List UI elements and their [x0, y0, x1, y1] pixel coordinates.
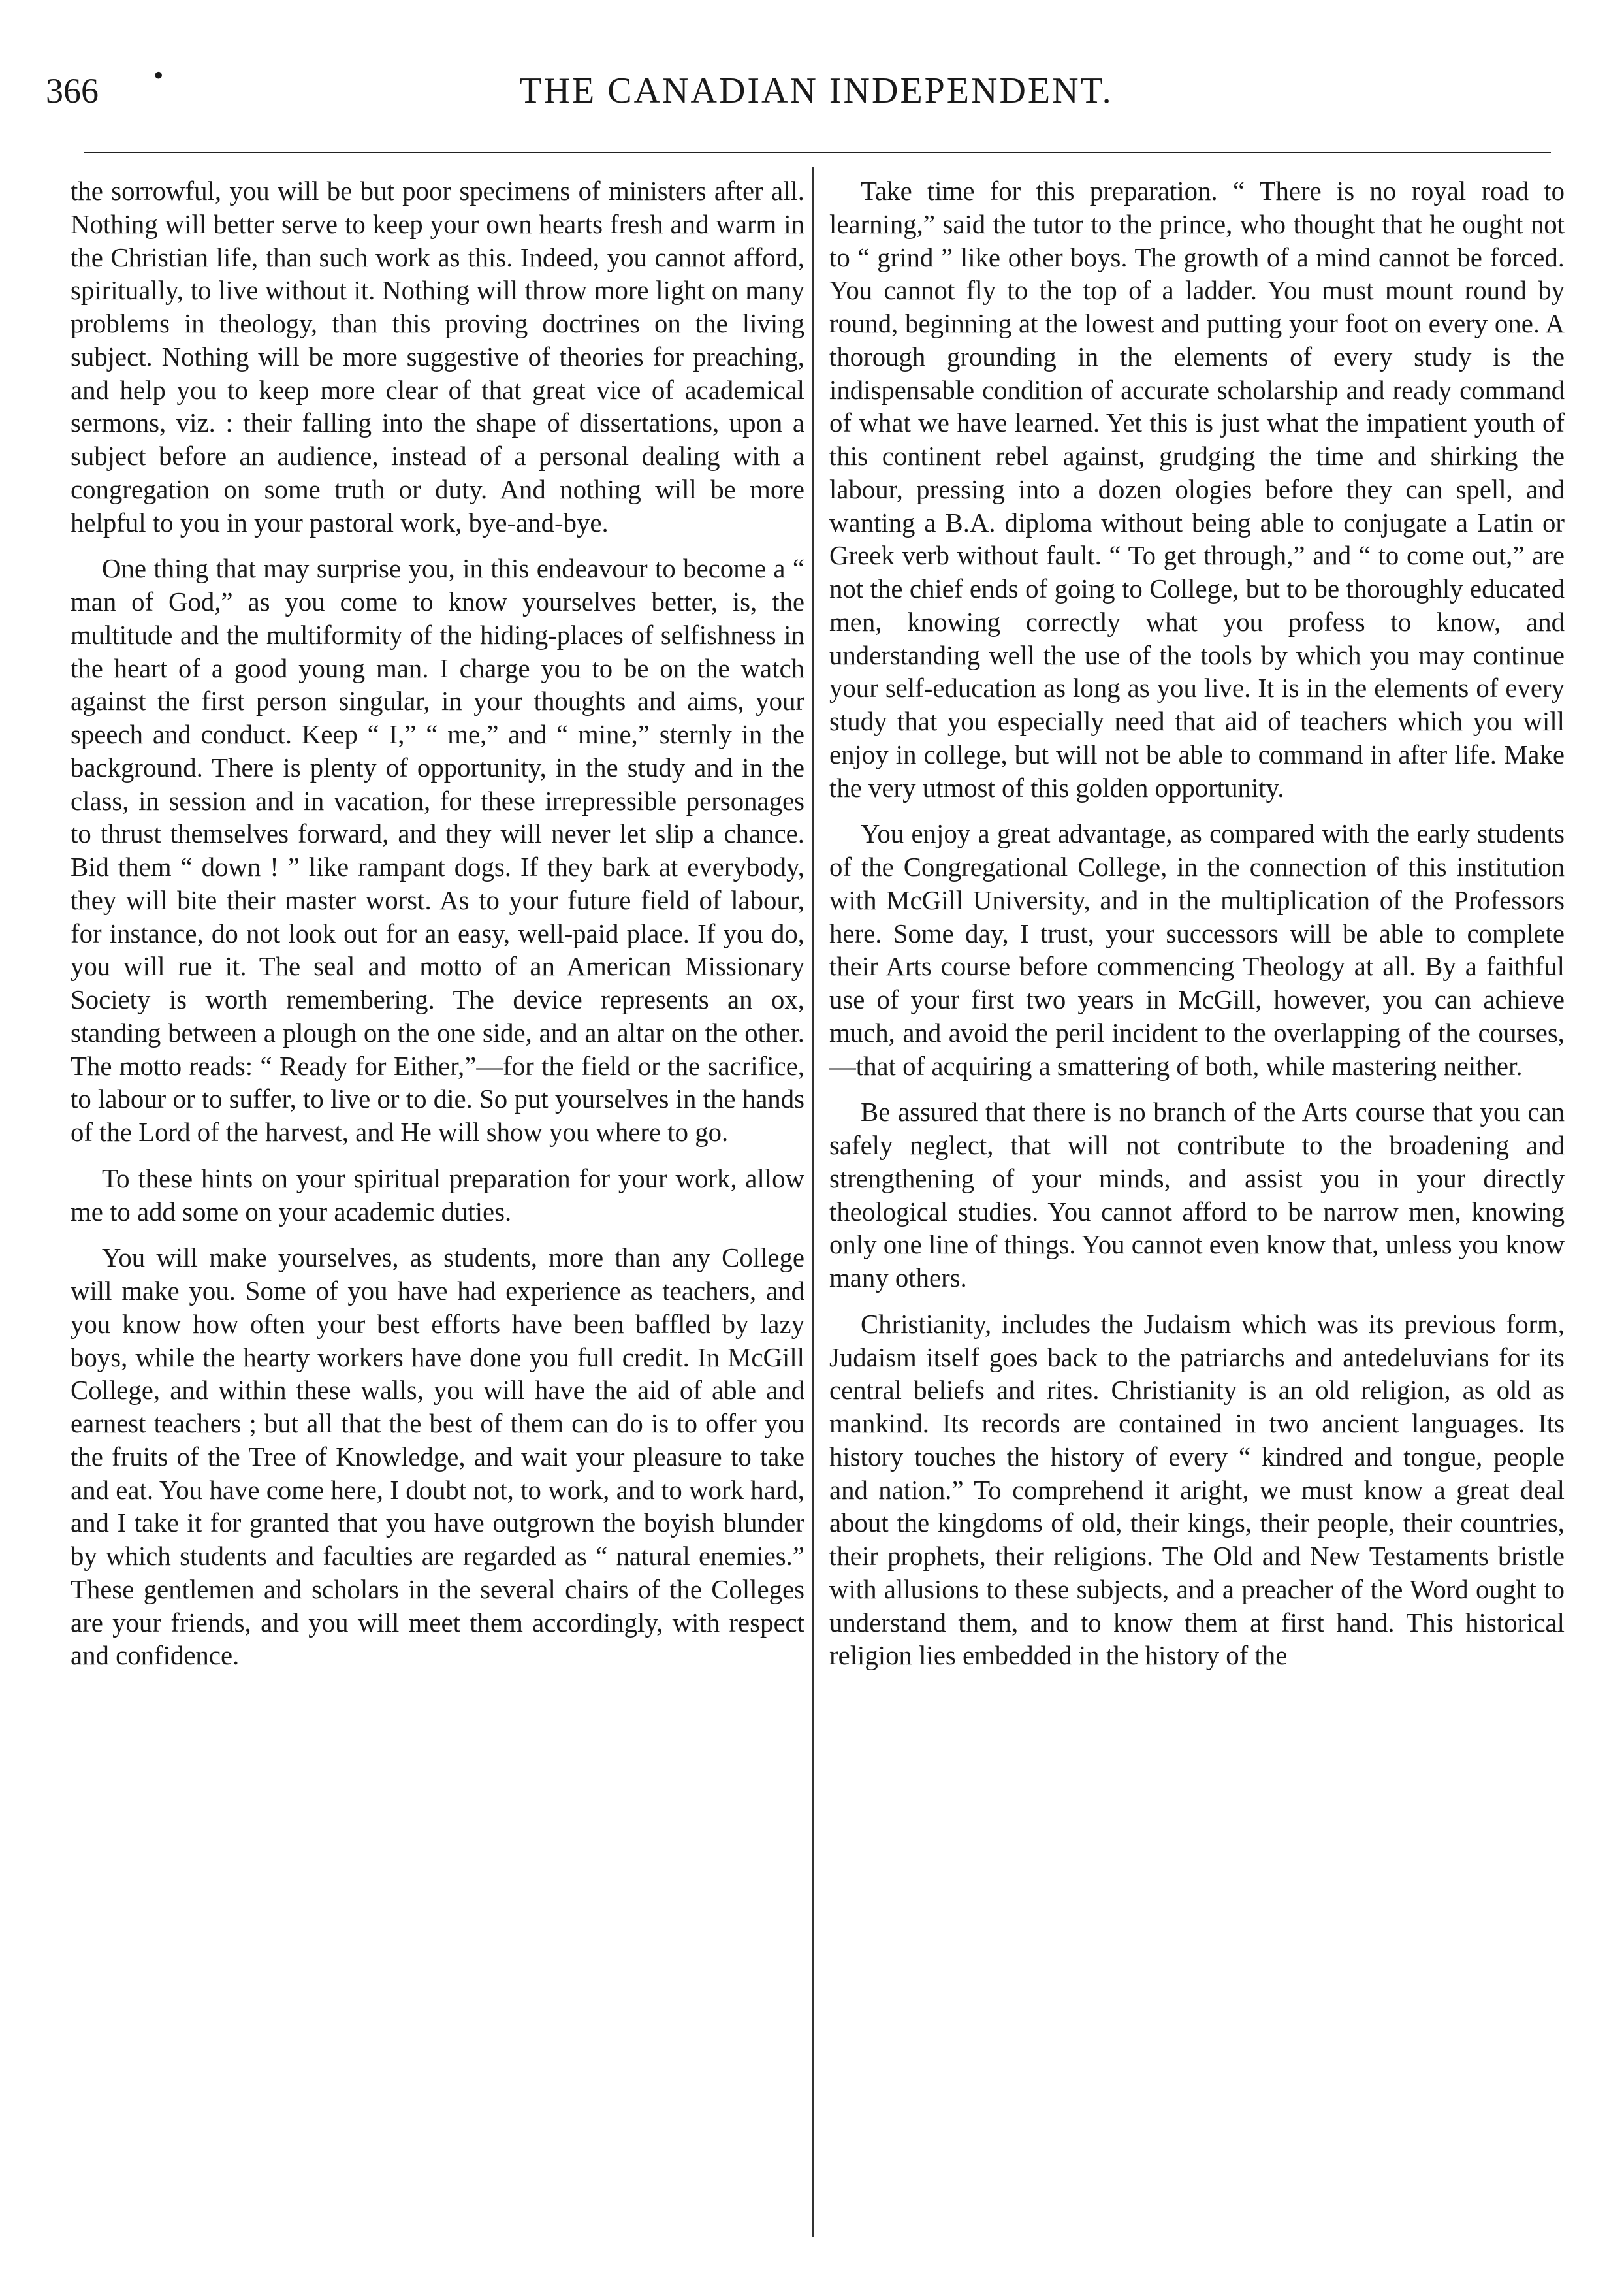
- paragraph: the sorrowful, you will be but poor specimens of ministers after all. Nothing will better serve to keep your own hearts fresh and warm in the Christian life, than such work as this. Indeed, you cannot afford, spiritually, to live without it. Nothing will throw more light on many problems in theology, than this proving doctrines on the living subject. Nothing will be more suggestive of theories for preaching, and help you to keep more clear of that great vice of academical sermons, viz. : their falling into the shape of dissertations, upon a subject before an audience, instead of a personal dealing with a congregation on some truth or duty. And nothing will be more helpful to you in your pastoral work, bye-and-bye.: [71, 176, 804, 538]
- paragraph: You will make yourselves, as students, more than any College will make you. Some of you have had experience as teachers, and you know how often your best efforts have been baffled by lazy boys, while the hearty workers have done you full credit. In McGill College, and within these walls, you will have the aid of able and earnest teachers ; but all that the best of them can do is to offer you the fruits of the Tree of Knowledge, and wait your pleasure to take and eat. You have come here, I doubt not, to work, and to work hard, and I take it for granted that you have outgrown the boyish blunder by which students and faculties are regarded as “ natural enemies.” These gentlemen and scholars in the several chairs of the Colleges are your friends, and you will meet them accordingly, with respect and confidence.: [71, 1243, 804, 1671]
- paragraph: One thing that may surprise you, in this endeavour to become a “ man of God,” as you come to know yourselves better, is, the multitude and the multiformity of the hiding-places of selfishness in the heart of a good young man. I charge you to be on the watch against the first person singular, in your thoughts and aims, your speech and conduct. Keep “ I,” “ me,” and “ mine,” sternly in the background. There is plenty of opportunity, in the study and in the class, in session and in vacation, for these irrepressible personages to thrust themselves forward, and they will never let slip a chance. Bid them “ down ! ” like rampant dogs. If they bark at everybody, they will bite their master worst. As to your future field of labour, for instance, do not look out for an easy, well-paid place. If you do, you will rue it. The seal and motto of an American Missionary Society is worth remembering. The device represents an ox, standing between a plough on the one side, and an altar on the other. The motto reads: “ Ready for Either,”—for the field or the sacrifice, to labour or to suffer, to live or to die. So put yourselves in the hands of the Lord of the harvest, and He will show you where to go.: [71, 554, 804, 1147]
- print-speck: •: [153, 59, 164, 91]
- page-header: [46, 59, 1587, 133]
- right-column: [829, 175, 1565, 1686]
- paragraph: To these hints on your spiritual preparation for your work, allow me to add some on your academic duties.: [71, 1163, 804, 1227]
- paragraph: Christianity, includes the Judaism which was its previous form, Judaism itself goes back to the patriarchs and antedeluvians for its central beliefs and rites. Christianity is an old religion, as old as mankind. Its records are contained in two ancient languages. Its history touches the history of every “ kindred and tongue, people and nation.” To comprehend it aright, we must know a great deal about the kingdoms of old, their kings, their people, their countries, their prophets, their religions. The Old and New Testaments bristle with allusions to these subjects, and a preacher of the Word ought to understand them, and to know them at first hand. This historical religion lies embedded in the history of the: [829, 1309, 1565, 1671]
- left-column: [71, 175, 804, 1686]
- page-number: 366: [46, 71, 99, 110]
- paragraph: Be assured that there is no branch of the Arts course that you can safely neglect, that will not contribute to the broadening and strengthening of your minds, and assist you in your directly theological studies. You cannot afford to be narrow men, knowing only one line of things. You cannot even know that, unless you know many others.: [829, 1097, 1565, 1293]
- paragraph: Take time for this preparation. “ There is no royal road to learning,” said the tutor to the prince, who thought that he ought not to “ grind ” like other boys. The growth of a mind cannot be forced. You cannot fly to the top of a ladder. You must mount round by round, beginning at the lowest and putting your foot on every one. A thorough grounding in the elements of every study is the indispensable condition of accurate scholarship and ready command of what we have learned. Yet this is just what the impatient youth of this continent rebel against, grudging the time and shirking the labour, pressing into a dozen ologies before they can spell, and wanting a B.A. diploma without being able to conjugate a Latin or Greek verb without fault. “ To get through,” and “ to come out,” are not the chief ends of going to College, but to be thoroughly educated men, knowing correctly what you profess to know, and understanding well the use of the tools by which you may continue your self-education as long as you live. It is in the elements of every study that you especially need that aid of teachers which you will enjoy in college, but will not be able to command in after life. Make the very utmost of this golden opportunity.: [829, 176, 1565, 803]
- header-rule: [84, 152, 1551, 153]
- paragraph: You enjoy a great advantage, as compared with the early students of the Congregational College, in the connection of this institution with McGill University, and in the multiplication of the Professors here. Some day, I trust, your successors will be able to complete their Arts course before commencing Theology at all. By a faithful use of your first two years in McGill, however, you can achieve much, and avoid the peril incident to the overlapping of the courses,—that of acquiring a smattering of both, while mastering neither.: [829, 819, 1565, 1081]
- journal-title: THE CANADIAN INDEPENDENT.: [519, 71, 1113, 111]
- column-divider: [812, 167, 814, 2237]
